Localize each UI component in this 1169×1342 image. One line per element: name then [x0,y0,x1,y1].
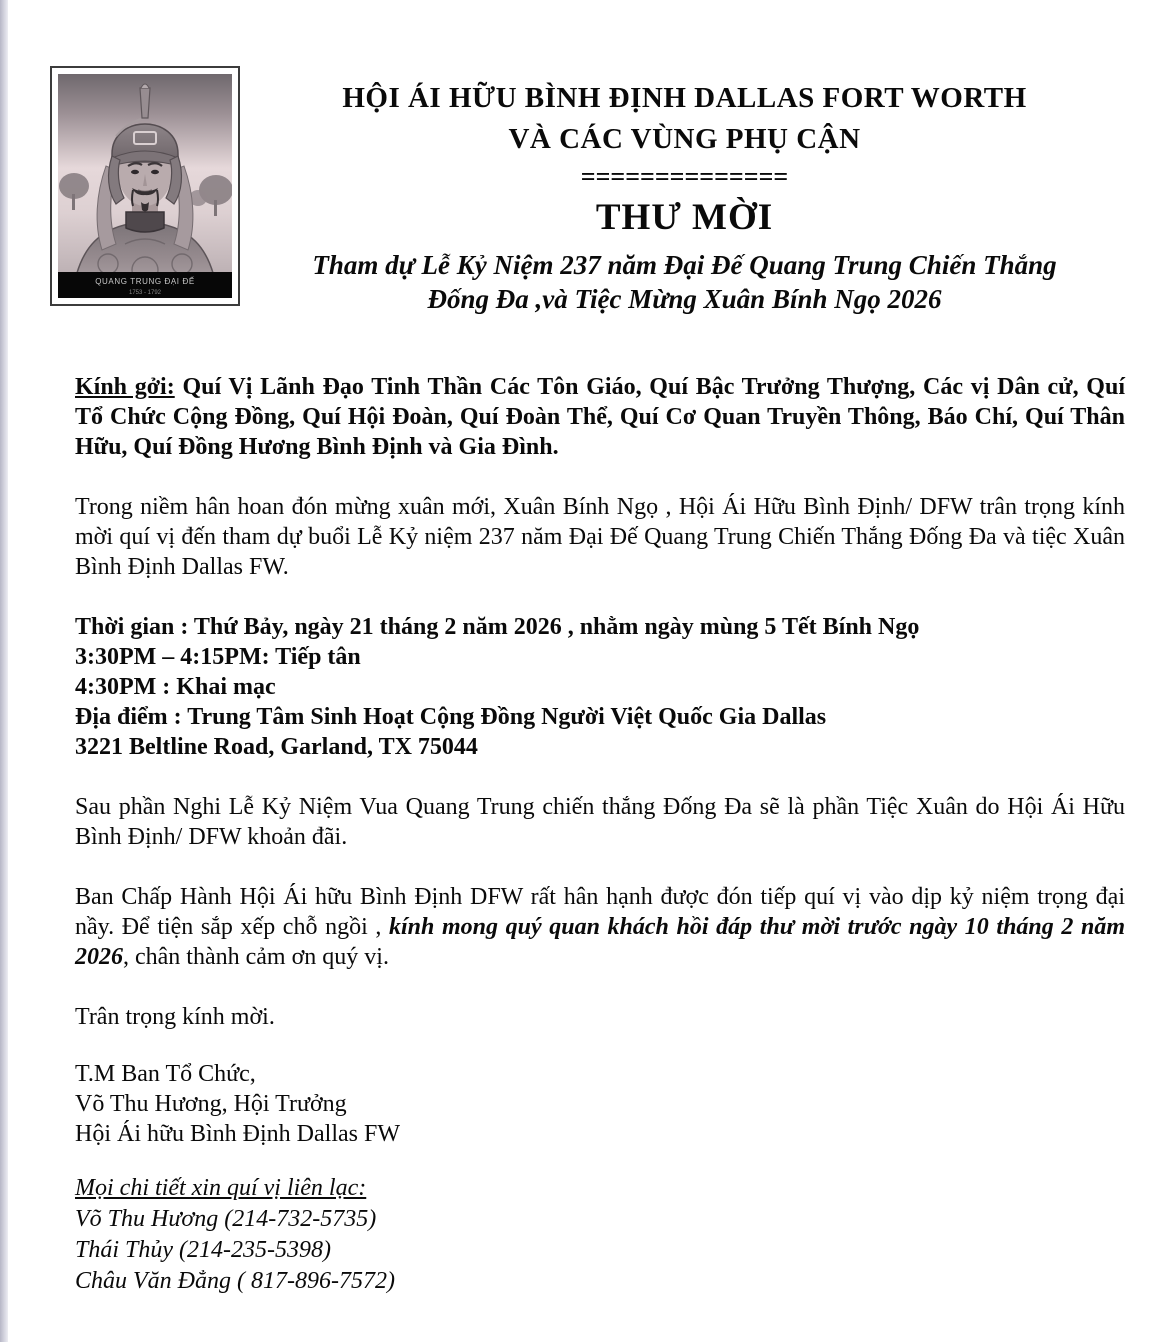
portrait-caption-dates: 1753 - 1792 [128,290,162,296]
scan-edge-strip [0,0,8,1342]
rsvp-text-before: Ban Chấp Hành Hội Ái hữu Bình Định DFW rất hân hạnh được đón tiếp quí vị vào dịp kỷ niệm trọng đại nầy. Để tiện sắp xếp chỗ ngồi , [75,884,1125,940]
header-divider: ============== [580,162,789,191]
portrait-caption: QUANG TRUNG ĐẠI ĐẾ [95,277,195,286]
org-name-line1: HỘI ÁI HỮU BÌNH ĐỊNH DALLAS FORT WORTH [342,82,1027,114]
org-name-line2: VÀ CÁC VÙNG PHỤ CẬN [508,123,861,155]
schedule-reception-line: 3:30PM – 4:15PM: Tiếp tân [75,644,361,670]
letter-subtitle-line1: Tham dự Lễ Kỷ Niệm 237 năm Đại Đế Quang Trung Chiến Thắng [312,250,1057,280]
quang-trung-portrait-image [58,74,232,298]
contact-vo-thu-huong: Võ Thu Hương (214-732-5735) [75,1206,377,1232]
contact-section [75,1173,1125,1297]
quang-trung-portrait [50,66,240,306]
signature-committee-line: T.M Ban Tổ Chức, [75,1061,256,1087]
letter-title: THƯ MỜI [595,197,774,238]
signature-association-line: Hội Ái hữu Bình Định Dallas FW [75,1121,400,1147]
closing-line: Trân trọng kính mời. [75,1004,275,1030]
contact-chau-van-dang: Châu Văn Đẳng ( 817-896-7572) [75,1268,395,1294]
salutation-label: Kính gởi: [75,374,175,400]
ceremony-paragraph: Sau phần Nghi Lễ Kỷ Niệm Vua Quang Trung chiến thắng Đống Đa sẽ là phần Tiệc Xuân do Hội Ái Hữu Bình Định/ DFW khoản đãi. [75,794,1125,850]
letter-subtitle-line2: Đống Đa ,và Tiệc Mừng Xuân Bính Ngọ 2026 [427,284,942,314]
org-header [240,66,1129,316]
schedule-address-line: 3221 Beltline Road, Garland, TX 75044 [75,734,478,760]
schedule-venue-line: Địa điểm : Trung Tâm Sinh Hoạt Cộng Đồng Người Việt Quốc Gia Dallas [75,704,827,730]
contact-thai-thuy: Thái Thủy (214-235-5398) [75,1237,331,1263]
letter-header [0,0,1169,316]
signature-block [75,1059,1125,1149]
letter-body [0,372,1169,1297]
schedule-time-line: Thời gian : Thứ Bảy, ngày 21 tháng 2 năm 2026 , nhằm ngày mùng 5 Tết Bính Ngọ [75,614,920,640]
salutation-text: Quí Vị Lãnh Đạo Tinh Thần Các Tôn Giáo, Quí Bậc Trưởng Thượng, Các vị Dân cử, Quí Tổ Chức Cộng Đồng, Quí Hội Đoàn, Quí Đoàn Thể, Quí Cơ Quan Truyền Thông, Báo Chí, Quí Thân Hữu, Quí Đồng Hương Bình Định và Gia Đình. [75,374,1125,460]
salutation-paragraph [75,372,1125,462]
rsvp-paragraph [75,882,1125,972]
signature-president-line: Võ Thu Hương, Hội Trưởng [75,1091,347,1117]
schedule-block [75,612,1125,762]
schedule-opening-line: 4:30PM : Khai mạc [75,674,276,700]
contact-heading: Mọi chi tiết xin quí vị liên lạc: [75,1175,367,1201]
rsvp-text-after: , chân thành cảm ơn quý vị. [123,944,389,970]
intro-paragraph: Trong niềm hân hoan đón mừng xuân mới, Xuân Bính Ngọ , Hội Ái Hữu Bình Định/ DFW trân trọng kính mời quí vị đến tham dự buổi Lễ Kỷ niệm 237 năm Đại Đế Quang Trung Chiến Thắng Đống Đa và tiệc Xuân Bình Định Dallas FW. [75,494,1125,580]
rsvp-deadline-emphasis: kính mong quý quan khách hồi đáp thư mời trước ngày 10 tháng 2 năm 2026 [75,914,1126,970]
